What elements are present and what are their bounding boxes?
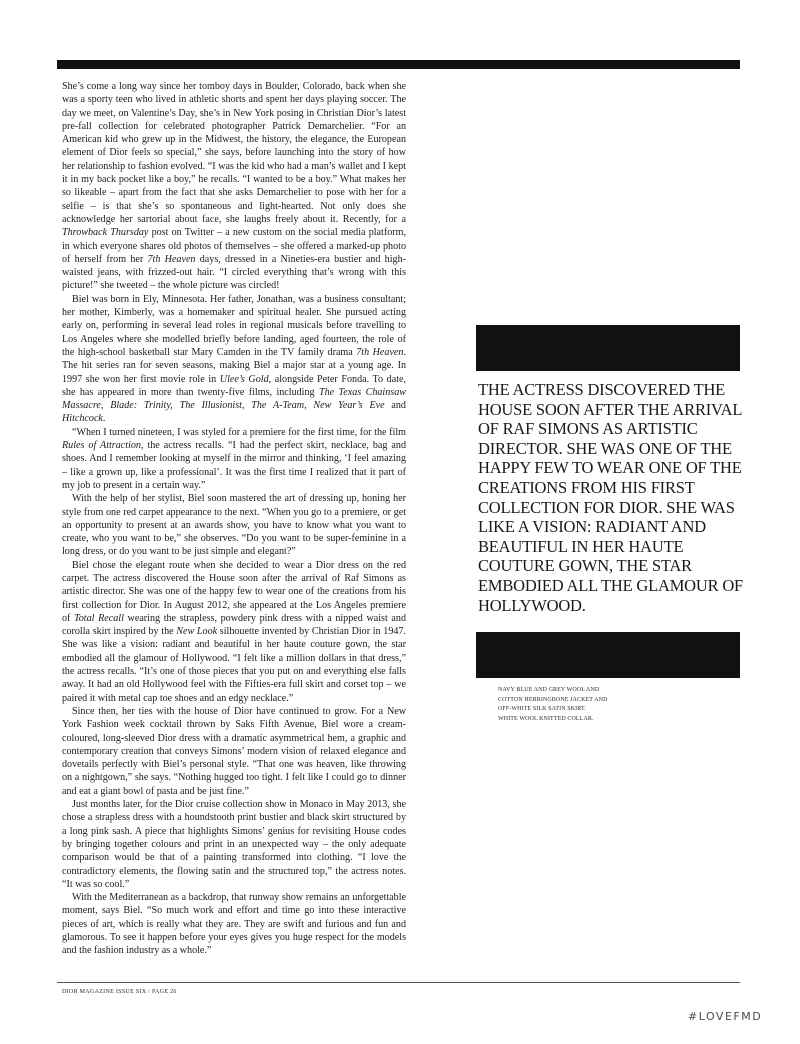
top-rule: [57, 60, 740, 69]
black-block-top: [476, 325, 740, 371]
caption-line: WHITE WOOL KNITTED COLLAR.: [498, 715, 594, 722]
caption-line: COTTON HERRINGBONE JACKET AND: [498, 696, 608, 703]
page-footer: DIOR MAGAZINE ISSUE SIX / PAGE 26: [62, 989, 177, 995]
paragraph-3: “When I turned nineteen, I was styled for a premiere for the first time, for the film Rules of Attraction, the actress recalls. “I had the perfect skirt, necklace, bag and shoes. And I remember looking at myself in the mirror and thinking, ‘I feel amazing – like a grown up, like a professional’. It was the first time I realized that it part of my job to present in a certain way.”: [62, 426, 406, 491]
paragraph-7: Just months later, for the Dior cruise collection show in Monaco in May 2013, she chose a strapless dress with a houndstooth print bustier and black skirt structured by a long pink sash. A piece that highlights Simons’ genius for revisiting House codes by bringing together colours and print in an unexpected way – the only adequate comparison would be that of a painting transformed into clothing. “I love the contradictory elements, the flowing satin and the structured top,” the actress notes. “It was so cool.”: [62, 799, 406, 890]
image-caption: [498, 686, 638, 724]
paragraph-8: With the Mediterranean as a backdrop, that runway show remains an unforgettable moment, says Biel. “So much work and effort and time go into these interactive pieces of art, which is really what they are. They are swift and furious and fun and glamorous. To see it happen before your eyes gives you huge respect for the models and the fashion industry as a whole.”: [62, 892, 406, 957]
bottom-rule: [57, 982, 740, 983]
paragraph-1: She’s come a long way since her tomboy days in Boulder, Colorado, back when she was a sporty teen who lived in athletic shorts and spent her days playing soccer. The day we meet, on Valentine’s Day, she’s in New York posing in Christian Dior’s latest pre-fall collection for celebrated photographer Patrick Demarchelier. “For an American kid who grew up in the Midwest, the history, the elegance, the European element of Dior feels so special,” she says, before launching into the story of how her relationship to fashion evolved. “I was the kid who had a man’s wallet and I kept it in my back pocket like a boy,” he recalls. “I wanted to be a boy.” What makes her so likeable – apart from the fact that she asks Demarchelier to pose with her for a selfie – is that she’s so spontaneous and light-hearted. Not only does she acknowledge her sartorial about face, she laughs freely about it. Recently, for a Throwback Thursday post on Twitter – a new custom on the social media platform, in which everyone shares old photos of themselves – she offered a marked-up photo of herself from her 7th Heaven days, dressed in a Nineties-era bustier and high-waisted jeans, with frizzed-out hair. “I circled everything that’s wrong with this picture!” she tweeted – the whole picture was circled!: [62, 81, 406, 292]
paragraph-6: Since then, her ties with the house of Dior have continued to grow. For a New York Fashion week cocktail thrown by Saks Fifth Avenue, Biel wore a cream-coloured, long-sleeved Dior dress with a dramatic asymmetrical hem, a graphic and contemporary creation that conveys Simons’ modern vision of relaxed elegance and dovetails perfectly with Biel’s personal style. “That one was heaven, like throwing on a nightgown,” she says. “Nothing hugged too tight. I felt like I could go to dinner and eat a giant bowl of pasta and be just fine.”: [62, 705, 406, 797]
caption-line: OFF-WHITE SILK SATIN SKIRT.: [498, 706, 586, 712]
paragraph-5: Biel chose the elegant route when she decided to wear a Dior dress on the red carpet. The actress discovered the House soon after the arrival of Raf Simons as artistic director. She was one of the happy few to wear one of the creations from his first collection for Dior. In August 2012, she appeared at the Los Angeles premiere of Total Recall wearing the strapless, powdery pink dress with a nipped waist and corolla skirt inspired by the New Look silhouette invented by Christian Dior in 1947. She was like a vision: radiant and beautiful in her haute couture gown, the star embodied all the glamour of Hollywood. “I felt like a million dollars in that dress,” the actress recalls. “It’s one of those pieces that you put on and everything else falls away. It had an old Hollywood feel with the Fifties-era full skirt and corset top – we paired it with metal cap toe shoes and an edgy necklace.”: [62, 559, 407, 704]
pull-quote: THE ACTRESS DISCOVERED THE HOUSE SOON AFTER THE ARRIVAL OF RAF SIMONS AS ARTISTIC DIRECTOR. SHE WAS ONE OF THE HAPPY FEW TO WEAR ONE OF THE CREATIONS FROM HIS FIRST COLLECTION FOR DIOR. SHE WAS LIKE A VISION: RADIANT AND BEAUTIFUL IN HER HAUTE COUTURE GOWN, THE STAR EMBODIED ALL THE GLAMOUR OF HOLLYWOOD.: [478, 380, 744, 615]
black-block-bottom: [476, 632, 740, 678]
watermark: #LOVEFMD: [688, 1010, 763, 1023]
article-body: [62, 80, 406, 958]
paragraph-4: With the help of her stylist, Biel soon mastered the art of dressing up, honing her style from one red carpet appearance to the next. “When you go to a premiere, or get an opportunity to present at an awards show, you have to know what you want to create, who you want to be,” she observes. “Do you want to be super-feminine in a long dress, or do you want to be just simple and elegant?”: [62, 493, 406, 558]
caption-line: NAVY BLUE AND GREY WOOL AND: [498, 687, 600, 693]
paragraph-2: Biel was born in Ely, Minnesota. Her father, Jonathan, was a business consultant; her mother, Kimberly, was a homemaker and spiritual healer. She pursued acting early on, performing in several lead roles in regional musicals before travelling to Los Angeles where she modelled briefly before landing, aged fourteen, the role of the high-school basketball star Mary Camden in the TV family drama 7th Heaven. The hit series ran for seven seasons, making Biel a major star at a young age. In 1997 she won her first movie role in Ulee’s Gold, alongside Peter Fonda. To date, she has appeared in more than twenty-five films, including The Texas Chainsaw Massacre, Blade: Trinity, The Illusionist, The A-Team, New Year’s Eve and Hitchcock.: [62, 293, 407, 425]
